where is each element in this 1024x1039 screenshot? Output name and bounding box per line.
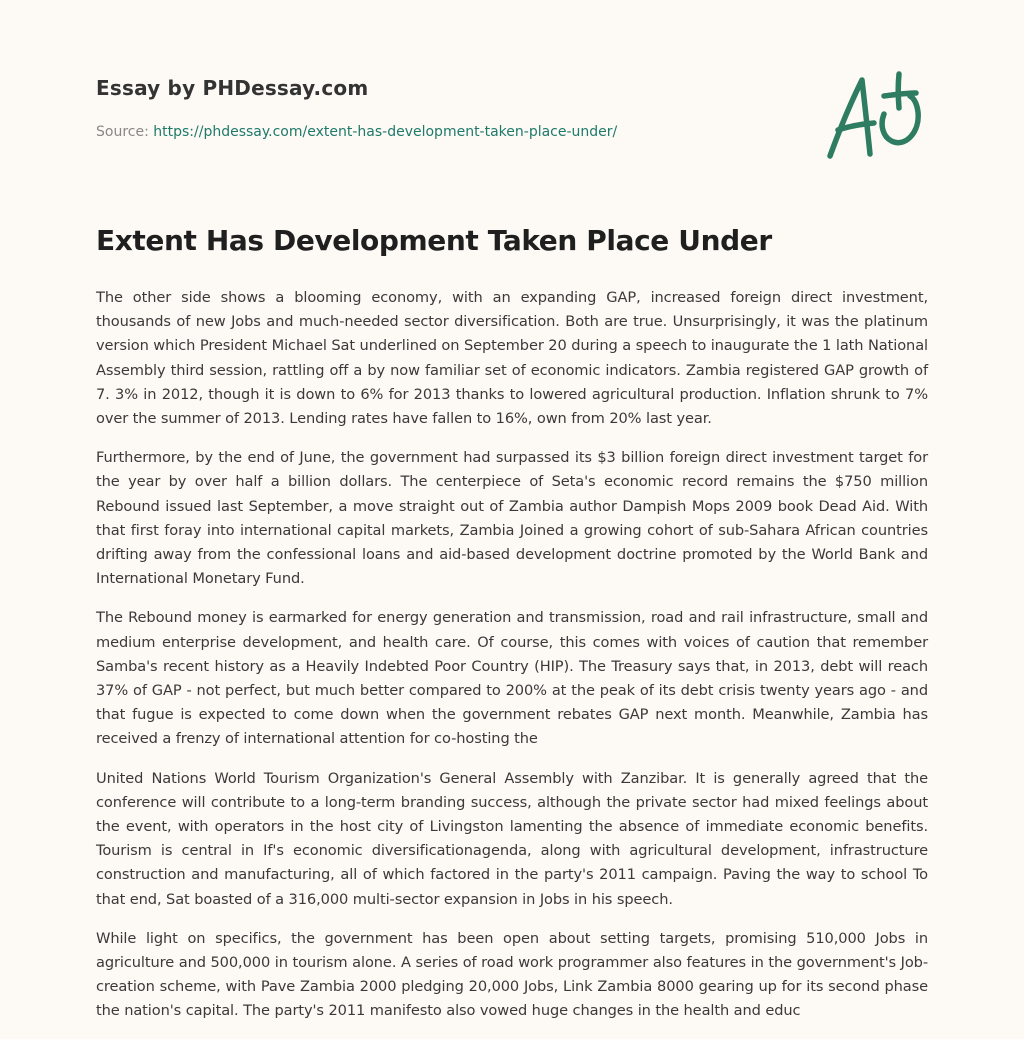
article-body (96, 286, 928, 1039)
source-link[interactable]: https://phdessay.com/extent-has-development-taken-place-under/ (153, 124, 618, 140)
page-header (96, 76, 928, 186)
article-title: Extent Has Development Taken Place Under (96, 224, 772, 257)
paragraph: While light on specifics, the government has been open about setting targets, promising 510,000 Jobs in agriculture and 500,000 in tourism alone. A series of road work programmer also features in the government's Job-creation scheme, with Pave Zambia 2000 pledging 20,000 Jobs, Link Zambia 8000 gearing up for its second phase the nation's capital. The party's 2011 manifesto also vowed huge changes in the health and educ (96, 929, 928, 1020)
a-plus-logo-icon (824, 68, 928, 164)
paragraph: Furthermore, by the end of June, the government had surpassed its $3 billion foreign direct investment target for the year by over half a billion dollars. The centerpiece of Seta's economic record remains the $750 million Rebound issued last September, a move straight out of Zambia author Dampish Mops 2009 book Dead Aid. With that first foray into international capital markets, Zambia Joined a growing cohort of sub-Sahara African countries drifting away from the confessional loans and aid-based development doctrine promoted by the World Bank and International Monetary Fund. (96, 449, 928, 588)
source-label: Source: (96, 124, 149, 140)
source-line (96, 124, 617, 140)
paragraph: The Rebound money is earmarked for energy generation and transmission, road and rail infrastructure, small and medium enterprise development, and health care. Of course, this comes with voices of caution that remember Samba's recent history as a Heavily Indebted Poor Country (HIP). The Treasury says that, in 2013, debt will reach 37% of GAP - not perfect, but much better compared to 200% at the peak of its debt crisis twenty years ago - and that fugue is expected to come down when the government rebates GAP next month. Meanwhile, Zambia has received a frenzy of international attention for co-hosting the (96, 609, 928, 748)
site-title: Essay by PHDessay.com (96, 76, 369, 100)
paragraph: United Nations World Tourism Organization's General Assembly with Zanzibar. It is generally agreed that the conference will contribute to a long-term branding success, although the private sector had mixed feelings about the event, with operators in the host city of Livingston lamenting the absence of immediate economic benefits. Tourism is central in If's economic diversificationagenda, along with agricultural development, infrastructure construction and manufacturing, all of which factored in the party's 2011 campaign. Paving the way to school To that end, Sat boasted of a 316,000 multi-sector expansion in Jobs in his speech. (96, 769, 928, 908)
paragraph: The other side shows a blooming economy, with an expanding GAP, increased foreign direct investment, thousands of new Jobs and much-needed sector diversification. Both are true. Unsurprisingly, it was the platinum version which President Michael Sat underlined on September 20 during a speech to inaugurate the 1 lath National Assembly third session, rattling off a by now familiar set of economic indicators. Zambia registered GAP growth of 7. 3% in 2012, though it is down to 6% for 2013 thanks to lowered agricultural production. Inflation shrunk to 7% over the summer of 2013. Lending rates have fallen to 16%, own from 20% last year. (96, 289, 928, 428)
